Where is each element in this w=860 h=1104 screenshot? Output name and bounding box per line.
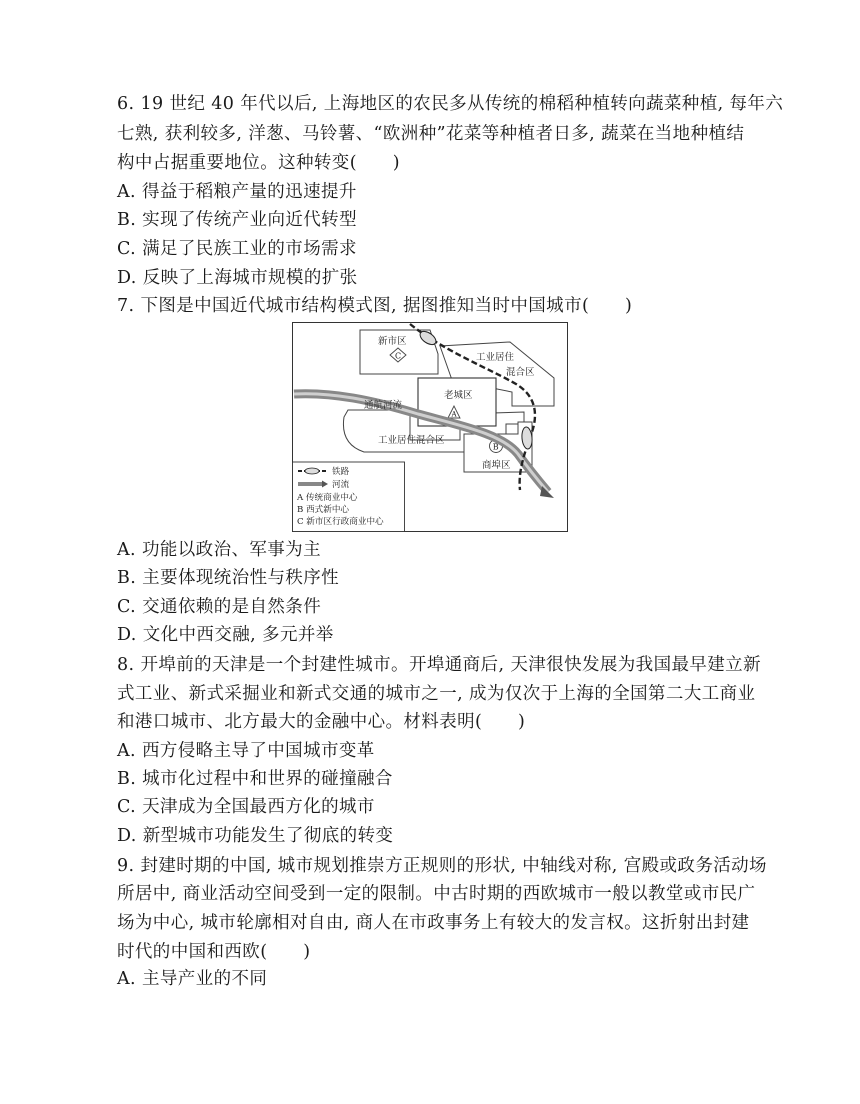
q7-option-b: B. 主要体现统治性与秩序性 bbox=[117, 568, 340, 588]
industrial-mixed-bottom-label: 工业居住混合区 bbox=[378, 435, 445, 446]
port-district-label: 商埠区 bbox=[482, 460, 511, 471]
old-city-marker-label: A bbox=[451, 410, 457, 419]
q8-option-b: B. 城市化过程中和世界的碰撞融合 bbox=[117, 769, 393, 789]
q8-option-c: C. 天津成为全国最西方化的城市 bbox=[117, 797, 375, 817]
q6-option-b: B. 实现了传统产业向近代转型 bbox=[117, 210, 357, 230]
q8-option-d: D. 新型城市功能发生了彻底的转变 bbox=[117, 826, 394, 846]
river-label: 通航河流 bbox=[364, 400, 403, 411]
new-city-marker-label: C bbox=[395, 351, 402, 361]
q8-option-a: A. 西方侵略主导了中国城市变革 bbox=[117, 741, 375, 761]
legend-a-label: A 传统商业中心 bbox=[297, 493, 358, 503]
legend-b-label: B 西式新中心 bbox=[297, 505, 350, 515]
legend-station-symbol bbox=[305, 468, 319, 474]
q6-stem-line-2: 七熟, 获利较多, 洋葱、马铃薯、“欧洲种”花菜等种植者日多, 蔬菜在当地种植结 bbox=[117, 124, 745, 144]
q6-stem-line-3: 构中占据重要地位。这种转变( ) bbox=[117, 153, 400, 173]
q9-stem-line-3: 场为中心, 城市轮廓相对自由, 商人在市政事务上有较大的发言权。这折射出封建 bbox=[117, 913, 750, 933]
q9-stem-line-4: 时代的中国和西欧( ) bbox=[117, 942, 311, 962]
q9-stem-line-1: 9. 封建时期的中国, 城市规划推崇方正规则的形状, 中轴线对称, 宫殿或政务活动场 bbox=[117, 856, 767, 876]
q6-option-c: C. 满足了民族工业的市场需求 bbox=[117, 239, 357, 259]
q7-option-c: C. 交通依赖的是自然条件 bbox=[117, 597, 322, 617]
q7-option-a: A. 功能以政治、军事为主 bbox=[117, 540, 321, 560]
legend-railway-label: 铁路 bbox=[332, 467, 350, 477]
new-city-label: 新市区 bbox=[378, 336, 407, 347]
legend-river-label: 河流 bbox=[332, 480, 350, 490]
legend-c-label: C 新市区行政商业中心 bbox=[297, 517, 384, 527]
city-structure-diagram bbox=[292, 322, 568, 532]
q9-stem-line-2: 所居中, 商业活动空间受到一定的限制。中古时期的西欧城市一般以教堂或市民广 bbox=[117, 884, 756, 904]
q6-stem-line-1: 6. 19 世纪 40 年代以后, 上海地区的农民多从传统的棉稻种植转向蔬菜种植, 每年六 bbox=[117, 94, 784, 114]
q7-stem-line-1: 7. 下图是中国近代城市结构模式图, 据图推知当时中国城市( ) bbox=[117, 296, 633, 316]
q6-option-d: D. 反映了上海城市规模的扩张 bbox=[117, 268, 358, 288]
port-district-marker-label: B bbox=[492, 442, 499, 452]
q8-stem-line-1: 8. 开埠前的天津是一个封建性城市。开埠通商后, 天津很快发展为我国最早建立新 bbox=[117, 655, 761, 675]
q6-option-a: A. 得益于稻粮产量的迅速提升 bbox=[117, 182, 357, 202]
q7-option-d: D. 文化中西交融, 多元并举 bbox=[117, 625, 334, 645]
q8-stem-line-3: 和港口城市、北方最大的金融中心。材料表明( ) bbox=[117, 712, 526, 732]
q9-option-a: A. 主导产业的不同 bbox=[117, 969, 268, 989]
industrial-mixed-top-label-2: 混合区 bbox=[506, 367, 535, 378]
industrial-mixed-top-label-1: 工业居住 bbox=[476, 352, 515, 363]
old-city-label: 老城区 bbox=[444, 390, 473, 401]
q8-stem-line-2: 式工业、新式采掘业和新式交通的城市之一, 成为仅次于上海的全国第二大工商业 bbox=[117, 684, 756, 704]
